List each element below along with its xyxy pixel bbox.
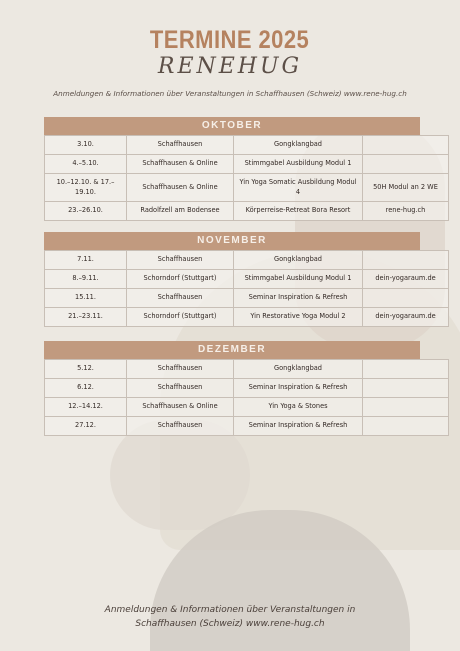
cell-location: Schaffhausen — [127, 136, 234, 155]
table-row — [45, 202, 449, 221]
page-footer — [0, 603, 460, 632]
footer-line-2: Schaffhausen (Schweiz) www.rene-hug.ch — [135, 619, 325, 630]
table-row — [45, 270, 449, 289]
cell-date: 3.10. — [45, 136, 127, 155]
cell-event: Seminar Inspiration & Refresh — [234, 289, 363, 308]
events-table — [44, 359, 449, 436]
brand-logo-text: RENEHUG — [157, 54, 303, 79]
cell-info — [363, 417, 449, 436]
cell-location: Schaffhausen — [127, 417, 234, 436]
cell-location: Schaffhausen — [127, 251, 234, 270]
cell-event: Yin Restorative Yoga Modul 2 — [234, 308, 363, 327]
events-table — [44, 135, 449, 221]
page-title: TERMINE 2025 — [150, 26, 310, 54]
cell-date: 12.–14.12. — [45, 398, 127, 417]
events-table — [44, 250, 449, 327]
cell-date: 10.–12.10. & 17.–19.10. — [45, 174, 127, 202]
cell-event: Gongklangbad — [234, 136, 363, 155]
cell-location: Schaffhausen & Online — [127, 398, 234, 417]
cell-event: Yin Yoga & Stones — [234, 398, 363, 417]
subline-info: Anmeldungen & Informationen über Veranstaltungen in Schaffhausen (Schweiz) www.rene-hug.ch — [53, 89, 407, 98]
cell-event: Körperreise-Retreat Bora Resort — [234, 202, 363, 221]
section-heading: DEZEMBER — [44, 341, 420, 359]
section-oktober — [44, 117, 438, 221]
section-november — [44, 232, 436, 327]
cell-date: 15.11. — [45, 289, 127, 308]
section-heading: NOVEMBER — [44, 232, 420, 250]
cell-date: 23.–26.10. — [45, 202, 127, 221]
cell-info — [363, 398, 449, 417]
table-row — [45, 417, 449, 436]
cell-info — [363, 136, 449, 155]
cell-info — [363, 289, 449, 308]
cell-location: Schaffhausen — [127, 289, 234, 308]
cell-date: 4.–5.10. — [45, 155, 127, 174]
table-row — [45, 379, 449, 398]
cell-info — [363, 251, 449, 270]
cell-date: 21.–23.11. — [45, 308, 127, 327]
table-row — [45, 136, 449, 155]
cell-date: 6.12. — [45, 379, 127, 398]
table-row — [45, 398, 449, 417]
cell-location: Schaffhausen & Online — [127, 155, 234, 174]
cell-info-link[interactable]: dein-yogaraum.de — [363, 270, 449, 289]
cell-event: Gongklangbad — [234, 251, 363, 270]
cell-info-link[interactable]: dein-yogaraum.de — [363, 308, 449, 327]
cell-location: Schaffhausen & Online — [127, 174, 234, 202]
cell-event: Seminar Inspiration & Refresh — [234, 379, 363, 398]
section-heading: OKTOBER — [44, 117, 420, 135]
cell-date: 27.12. — [45, 417, 127, 436]
cell-info — [363, 379, 449, 398]
cell-event: Stimmgabel Ausbildung Modul 1 — [234, 155, 363, 174]
table-row — [45, 174, 449, 202]
cell-location: Radolfzell am Bodensee — [127, 202, 234, 221]
section-dezember — [44, 341, 420, 436]
cell-date: 5.12. — [45, 360, 127, 379]
cell-event: Gongklangbad — [234, 360, 363, 379]
table-row — [45, 155, 449, 174]
table-row — [45, 308, 449, 327]
cell-location: Schaffhausen — [127, 360, 234, 379]
cell-info-link[interactable]: rene-hug.ch — [363, 202, 449, 221]
footer-line-1: Anmeldungen & Informationen über Veranstaltungen in — [104, 605, 356, 615]
cell-location: Schorndorf (Stuttgart) — [127, 308, 234, 327]
page-header — [0, 26, 460, 79]
cell-date: 7.11. — [45, 251, 127, 270]
table-row — [45, 251, 449, 270]
cell-info: 50H Modul an 2 WE — [363, 174, 449, 202]
cell-location: Schorndorf (Stuttgart) — [127, 270, 234, 289]
cell-event: Seminar Inspiration & Refresh — [234, 417, 363, 436]
cell-event: Stimmgabel Ausbildung Modul 1 — [234, 270, 363, 289]
cell-event: Yin Yoga Somatic Ausbildung Modul 4 — [234, 174, 363, 202]
cell-date: 8.–9.11. — [45, 270, 127, 289]
cell-location: Schaffhausen — [127, 379, 234, 398]
cell-info — [363, 360, 449, 379]
table-row — [45, 289, 449, 308]
photo-arm — [110, 420, 250, 530]
cell-info — [363, 155, 449, 174]
table-row — [45, 360, 449, 379]
